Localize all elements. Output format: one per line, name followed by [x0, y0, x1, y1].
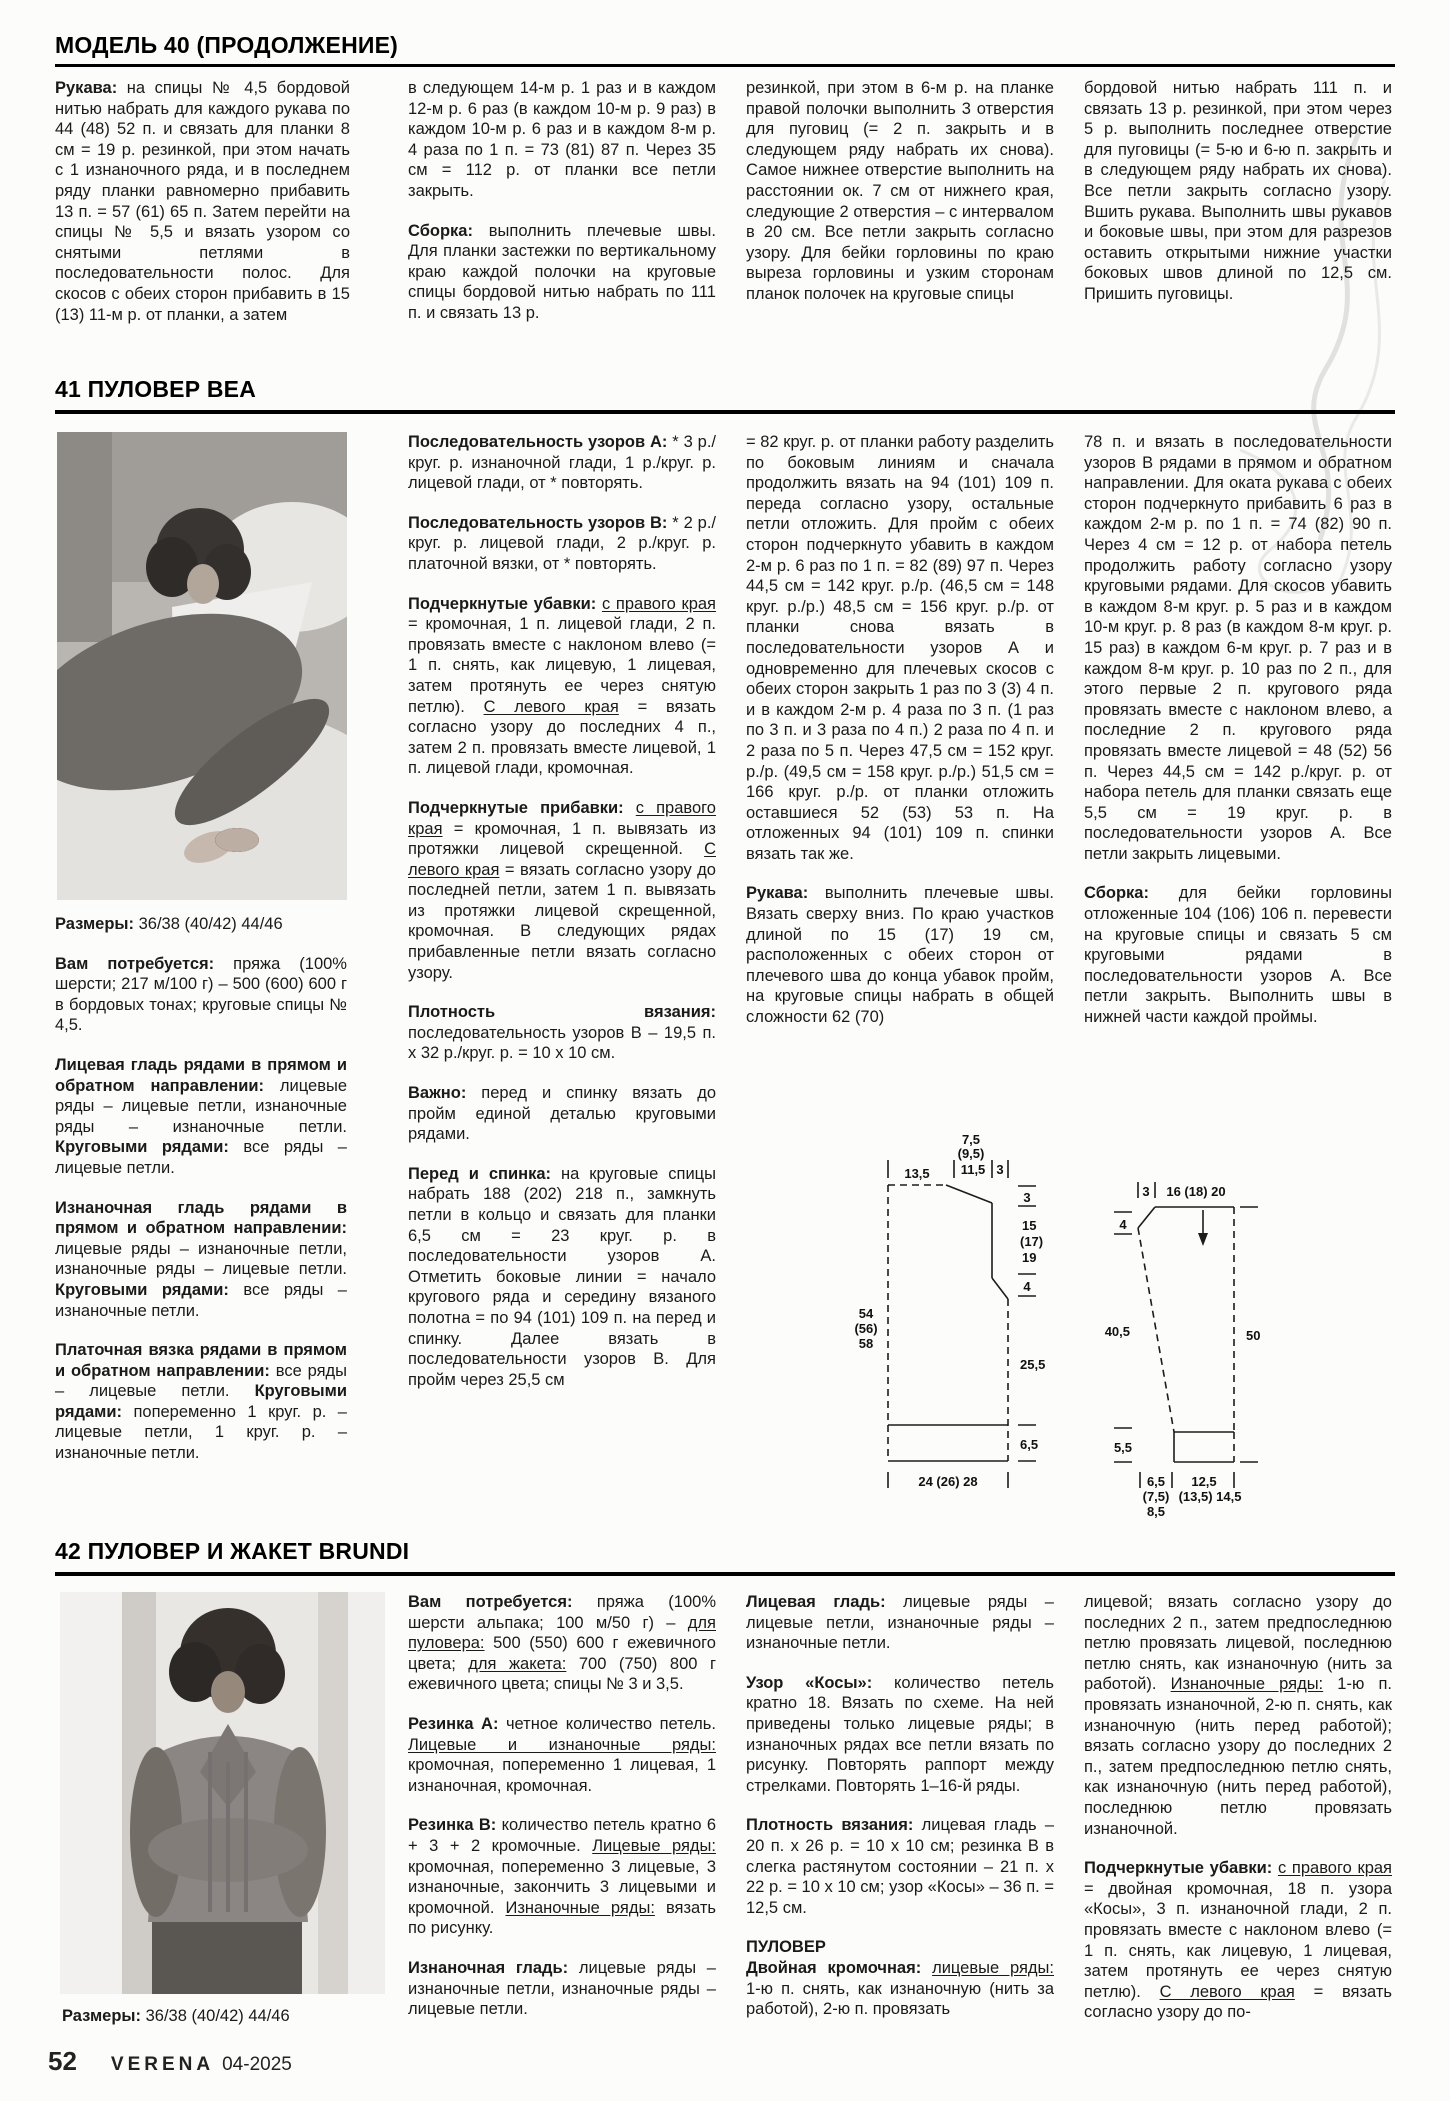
dim-body-armhole-m: (17) [1020, 1234, 1044, 1249]
dim-sleeve-cuff-b2: (13,5) 14,5 [1178, 1489, 1242, 1504]
paragraph: Узор «Косы»: количество петель кратно 18. Вязать по схеме. На ней приведены только лицевые ряды; в изнаночных рядах все петли вязать по рисунку. Повторять раппорт между стрелками. Повторять 1–16-й ряды. [746, 1673, 1054, 1795]
model41-column-2 [408, 432, 716, 1390]
dim-sleeve-cuff-a3: 8,5 [1146, 1504, 1166, 1518]
dim-body-shoulder-drop: 4 [1023, 1279, 1031, 1294]
model42-column-3 [746, 1592, 1054, 2020]
paragraph: Лицевая гладь рядами в прямом и обратном направлении: лицевые ряды – лицевые петли, изнаночные ряды – изнаночные петли. Круговыми рядами: все ряды – лицевые петли. [55, 1055, 347, 1177]
paragraph: 78 п. и вязать в последовательности узоров В рядами в прямом и обратном направлении. Для оката рукава с обеих сторон подчеркнуто прибавить 6 раз в каждом 2-м р. по 1 п. = 74 (82) 90 п. Через 4 см = 12 р. от набора петель продолжить работу согласно узору круговыми рядами. Для скосов убавить в каждом 8-м круг. р. 5 раз и в каждом 10-м круг. р. 8 раз (в каждом 8-м круг. р. 15 раз) в каждом 6-м круг. р. 7 раз и в каждом 8-м круг. р. 10 раз по 2 п., для этого первые 2 п. кругового ряда провязать вместе с наклоном влево, а последние 2 п. кругового ряда провязать вместе лицевой = 48 (52) 56 п. Через 44,5 см = 142 р./круг. р. от набора петель для планки связать еще 5,5 см = 19 круг. р. в последовательности узоров А. Все петли закрыть лицевыми. [1084, 433, 1392, 863]
dim-body-length-l: 58 [858, 1336, 874, 1351]
model40-column-4 [1084, 78, 1392, 305]
model42-column-2 [408, 1592, 716, 2020]
model41-column-4 [1084, 432, 1392, 1028]
section-title-model40: МОДЕЛЬ 40 (ПРОДОЛЖЕНИЕ) [55, 32, 399, 58]
dim-body-neck-side: 3 [996, 1162, 1004, 1177]
knitting-schematic-diagram [778, 1122, 1310, 1518]
paragraph: Вам потребуется: пряжа (100% шерсти; 217 м/100 г) – 500 (600) 600 г в бордовых тонах; круговые спицы № 4,5. [55, 954, 347, 1035]
paragraph: Рукава: выполнить плечевые швы. Вязать сверху вниз. По краю участков длиной по 15 (17) 19 см, расположенных с обеих сторон от плечевого шва до конца убавок пройм, на круговые спицы набрать в общей сложности 62 (70) [746, 884, 1054, 1027]
paragraph: Лицевая гладь: лицевые ряды – лицевые петли, изнаночные ряды – изнаночные петли. [746, 1593, 1054, 1653]
dim-body-armhole-s: 15 [1022, 1218, 1037, 1233]
section-title-model42: 42 ПУЛОВЕР И ЖАКЕТ BRUNDI [55, 1538, 410, 1564]
dim-body-armhole-l: 19 [1022, 1250, 1037, 1265]
magazine-name: VERENA [110, 2054, 215, 2075]
dim-body-neck-s: 7,5 [961, 1132, 981, 1147]
paragraph: Резинка А: четное количество петель. Лицевые и изнаночные ряды: кромочная, попеременно 1 лицевая, 1 изнаночная, кромочная. [408, 1714, 716, 1795]
paragraph: Резинка В: количество петель кратно 6 + 3 + 2 кромочные. Лицевые ряды: кромочная, попеременно 3 лицевые, 3 изнаночные, закончить 3 лицевыми и кромочной. Изнаночные ряды: вязать по рисунку. [408, 1816, 717, 1938]
photo-model-41-illustration [57, 432, 347, 900]
section-title-model41: 41 ПУЛОВЕР BEA [55, 376, 257, 402]
section-rule [55, 64, 1395, 67]
paragraph: Плотность вязания: лицевая гладь – 20 п. x 26 р. = 10 x 10 см; резинка В в слегка растянутом состоянии – 21 п. x 22 р. = 10 x 10 см; узор «Косы» – 36 п. = 12,5 см. [746, 1816, 1054, 1917]
paragraph: Подчеркнутые убавки: с правого края = двойная кромочная, 18 п. узора «Косы», 3 п. изнаночной глади, 2 п. провязать вместе с наклоном влево (= 1 п. снять, как лицевую, 1 лицевая, затем протянуть ее через снятую петлю). С левого края = вязать согласно узору до по- [1084, 1859, 1392, 2022]
page-footer [48, 2046, 292, 2077]
dim-sleeve-top-width: 16 (18) 20 [1166, 1184, 1226, 1199]
dim-body-neck-depth: 3 [1023, 1190, 1031, 1205]
photo-model-42-illustration [60, 1592, 385, 1994]
dim-sleeve-cuff-b: 12,5 [1191, 1474, 1217, 1489]
dim-body-shoulder: 13,5 [904, 1166, 930, 1181]
subheading: ПУЛОВЕР [746, 1938, 826, 1957]
paragraph: Важно: перед и спинку вязать до пройм единой деталью круговыми рядами. [408, 1084, 716, 1144]
paragraph: = 82 круг. р. от планки работу разделить по боковым линиям и сначала продолжить вязать на 94 (101) 109 п. переда согласно узору, остальные петли отложить. Для пройм с обеих сторон подчеркнуто убавить в каждом 2-м р. 6 раз по 1 п. = 82 (89) 97 п. Через 44,5 см = 142 круг. р./р. (46,5 см = 148 круг. р./р.) 48,5 см = 156 круг. р./р. от планки снова вязать в последовательности узоров А и одновременно для плечевых скосов с обеих сторон закрыть 1 раз по 3 (3) 4 п. и в каждом 2-м р. 4 раза по 3 п. (1 раз по 3 п. и 3 раза по 4 п.) 2 раза по 4 п. и 2 раза по 5 п. Через 47,5 см = 152 круг. р./р. (49,5 см = 158 круг. р./р.) 51,5 см = 166 круг. р./р. от планки отложить оставшиеся 52 (53) 53 п. На отложенных 94 (101) 109 п. спинки вязать так же. [746, 433, 1054, 863]
model41-column-1 [55, 914, 347, 1464]
model41-column-3 [746, 432, 1054, 1028]
model42-column-4 [1084, 1592, 1392, 2023]
paragraph: Рукава: на спицы № 4,5 бордовой нитью набрать для каждого рукава по 44 (48) 52 п. и связать для планки 8 см = 19 р. резинкой, при этом начать с 1 изнаночного ряда, и в последнем ряду планки равномерно прибавить 13 п. = 57 (61) 65 п. Затем перейти на спицы № 5,5 и вязать узором со снятыми петлями в последовательности полос. Для скосов с обеих сторон прибавить в 15 (13) 11-м р. от планки, а затем [55, 79, 350, 324]
dim-sleeve-length: 40,5 [1104, 1324, 1130, 1339]
dim-sleeve-side: 50 [1246, 1328, 1261, 1343]
section-rule [55, 410, 1395, 414]
paragraph: Вам потребуется: пряжа (100% шерсти альпака; 100 м/50 г) – для пуловера: 500 (550) 600 г ежевичного цвета; для жакета: 700 (750) 800 г ежевичного цвета; спицы № 3 и 3,5. [408, 1593, 716, 1694]
paragraph: Размеры: 36/38 (40/42) 44/46 [62, 2007, 290, 2025]
paragraph: бордовой нитью набрать 111 п. и связать 13 р. резинкой, при этом через 5 р. выполнить последнее отверстие для пуговицы (= 5-ю и 6-ю п. закрыть и в следующем ряду набрать их снова). Все петли закрыть согласно узору. Вшить рукава. Выполнить швы рукавов и боковые швы, при этом для разрезов оставить открытыми нижние участки боковых швов длиной по 12,5 см. Пришить пуговицы. [1084, 79, 1392, 303]
paragraph: Изнаночная гладь: лицевые ряды – изнаночные петли, изнаночные ряды – лицевые петли. [408, 1958, 716, 2019]
dim-body-neck-l: 11,5 [960, 1162, 986, 1177]
magazine-issue: 04-2025 [222, 2054, 292, 2075]
page-number: 52 [48, 2046, 77, 2076]
paragraph: Подчеркнутые прибавки: с правого края = кромочная, 1 п. вывязать из протяжки лицевой скрещенной. С левого края = вязать согласно узору до последней петли, затем 1 п. вывязать из протяжки лицевой скрещенной, кромочная. В следующих рядах прибавленные петли вязать согласно узору. [408, 798, 716, 982]
section-rule [55, 1572, 1395, 1576]
paragraph: резинкой, при этом в 6-м р. на планке правой полочки выполнить 3 отверстия для пуговиц (= 2 п. закрыть и в следующем ряду набрать их снова). Самое нижнее отверстие выполнить на расстоянии ок. 7 см от нижнего края, следующие 2 отверстия – с интервалом в 20 см. Все петли закрыть согласно узору. Для бейки горловины по краю выреза горловины и узким сторонам планок полочек на круговые спицы [746, 79, 1054, 303]
paragraph: в следующем 14-м р. 1 раз и в каждом 12-м р. 6 раз (в каждом 10-м р. 9 раз) в каждом 10-м р. 6 раз и в каждом 8-м р. 4 раза по 1 п. = 73 (81) 87 п. Через 35 см = 112 р. от планки все петли закрыть. [408, 79, 716, 200]
dim-body-side: 25,5 [1020, 1357, 1046, 1372]
paragraph: Размеры: 36/38 (40/42) 44/46 [55, 915, 283, 933]
dim-sleeve-top-mark: 3 [1142, 1184, 1150, 1199]
paragraph: Последовательность узоров В: * 2 р./круг. р. лицевой глади, 2 р./круг. р. платочной вязки, от * повторять. [408, 513, 716, 573]
paragraph: Платочная вязка рядами в прямом и обратном направлении: все ряды – лицевые петли. Круговыми рядами: попеременно 1 круг. р. – лицевые петли, 1 круг. р. – изнаночные петли. [55, 1341, 347, 1463]
dim-sleeve-cuff-a2: (7,5) [1142, 1489, 1170, 1504]
dim-sleeve-cuff-height: 5,5 [1113, 1440, 1133, 1455]
paragraph: Перед и спинка: на круговые спицы набрать 188 (202) 218 п., замкнуть петли в кольцо и связать для планки 6,5 см = 23 круг. р. в последовательности узоров А. Отметить боковые линии = начало кругового ряда и середину вязаного полотна = по 94 (101) 109 п. на перед и спинку. Далее вязать в последовательности узоров В. Для пройм через 25,5 см [408, 1164, 716, 1389]
paragraph: Плотность вязания: последовательность узоров В – 19,5 п. x 32 р./круг. р. = 10 x 10 см. [408, 1003, 716, 1063]
dim-body-length-s: 54 [858, 1306, 874, 1321]
model40-column-1 [55, 78, 350, 325]
dim-body-neck-m: (9,5) [957, 1146, 985, 1161]
paragraph: Изнаночная гладь рядами в прямом и обратном направлении: лицевые ряды – изнаночные петли, изнаночные ряды – лицевые петли. Круговыми рядами: все ряды – изнаночные петли. [55, 1198, 347, 1320]
dim-sleeve-cap: 4 [1119, 1217, 1127, 1232]
model40-column-3 [746, 78, 1054, 305]
dim-body-width: 24 (26) 28 [918, 1474, 978, 1489]
dim-body-length-m: (56) [854, 1321, 878, 1336]
paragraph: Сборка: выполнить плечевые швы. Для планки застежки по вертикальному краю каждой полочки на круговые спицы бордовой нитью набрать по 111 п. и связать 13 р. [408, 221, 716, 322]
model40-column-2 [408, 78, 716, 324]
paragraph: Последовательность узоров А: * 3 р./круг. р. изнаночной глади, 1 р./круг. р. лицевой глади, от * повторять. [408, 433, 716, 493]
paragraph: Двойная кромочная: лицевые ряды: 1-ю п. снять, как изнаночную (нить за работой), 2-ю п. провязать [746, 1958, 1054, 2019]
dim-sleeve-cuff-a: 6,5 [1146, 1474, 1166, 1489]
photo-model-41 [57, 432, 347, 900]
model42-caption [62, 2006, 362, 2027]
photo-model-42 [60, 1592, 385, 1994]
paragraph: лицевой; вязать согласно узору до последних 2 п., затем предпоследнюю петлю провязать лицевой, последнюю петлю снять, как изнаночную (нить за работой). Изнаночные ряды: 1-ю п. провязать изнаночной, 2-ю п. снять, как изнаночную (нить перед работой); вязать согласно узору до последних 2 п., затем предпоследнюю петлю снять, как изнаночную (нить перед работой), последнюю петлю провязать изнаночной. [1084, 1593, 1392, 1838]
dim-body-hem: 6,5 [1020, 1437, 1039, 1452]
paragraph: Сборка: для бейки горловины отложенные 104 (106) 106 п. перевести на круговые спицы и связать 5 см круговыми рядами в последовательности узоров А. Все петли закрыть. Выполнить швы в нижней части каждой проймы. [1084, 884, 1392, 1027]
paragraph: Подчеркнутые убавки: с правого края = кромочная, 1 п. лицевой глади, 2 п. провязать вместе с наклоном влево (= 1 п. снять, как лицевую, 1 лицевая, затем протянуть ее через снятую петлю). С левого края = вязать согласно узору до последних 4 п., затем 2 п. провязать вместе лицевой, 1 п. лицевой глади, кромочная. [408, 594, 716, 778]
